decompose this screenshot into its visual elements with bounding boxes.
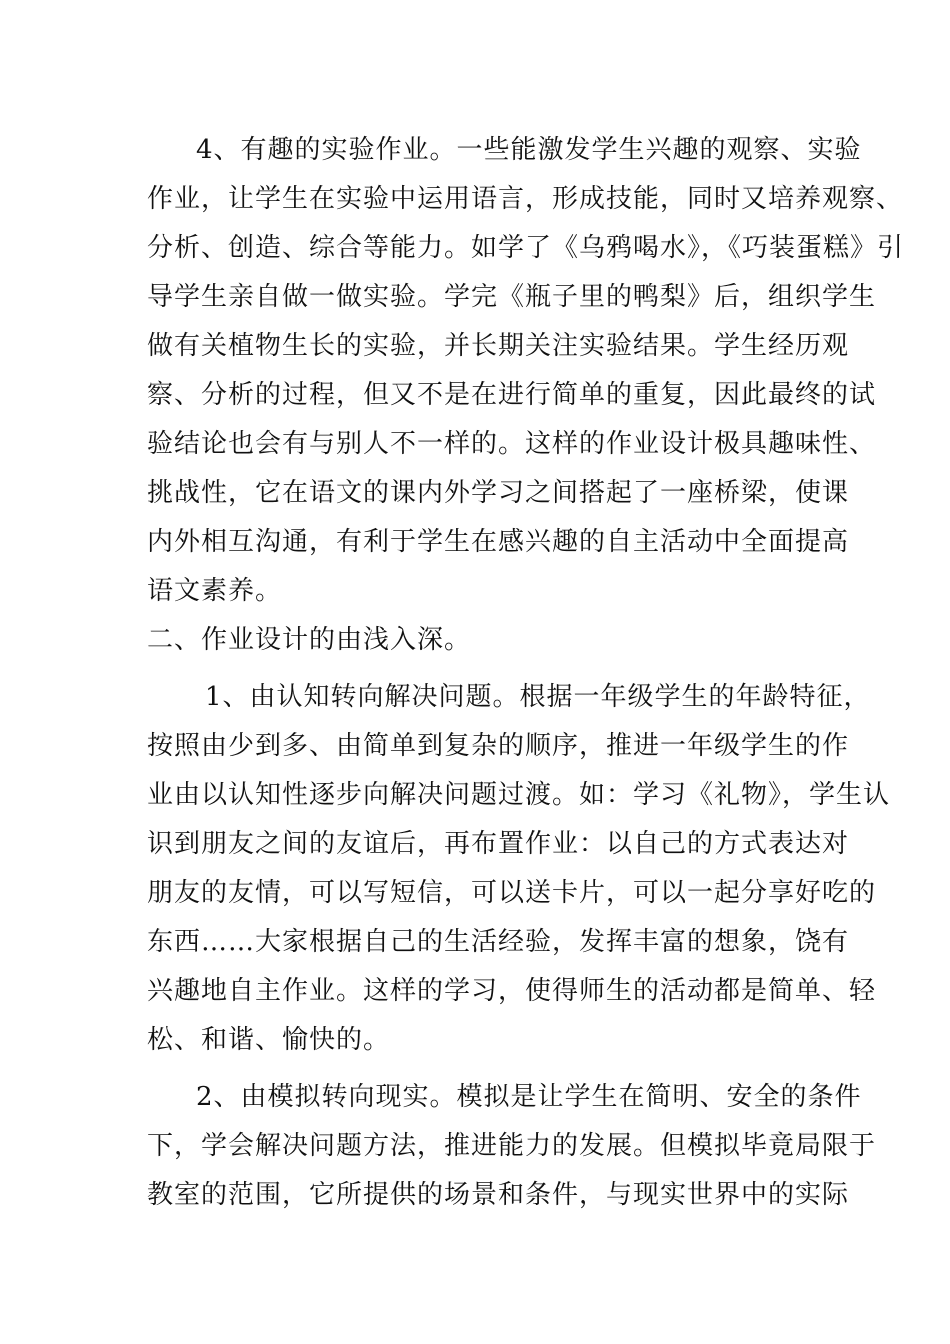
paragraph-line: 察、分析的过程，但又不是在进行简单的重复，因此最终的试 <box>147 380 877 410</box>
paragraph-line: 业由以认知性逐步向解决问题过渡。如：学习《礼物》，学生认 <box>147 780 891 810</box>
section-heading: 二、作业设计的由浅入深。 <box>147 625 472 655</box>
paragraph-line: 兴趣地自主作业。这样的学习，使得师生的活动都是简单、轻 <box>147 976 877 1006</box>
paragraph-line: 导学生亲自做一做实验。学完《瓶子里的鸭梨》后，组织学生 <box>147 282 877 312</box>
paragraph-line: 分析、创造、综合等能力。如学了《乌鸦喝水》，《巧装蛋糕》引 <box>147 233 905 263</box>
paragraph-line: 作业，让学生在实验中运用语言，形成技能，同时又培养观察、 <box>147 184 904 214</box>
paragraph-line: 2、由模拟转向现实。模拟是让学生在简明、安全的条件 <box>196 1082 862 1112</box>
paragraph-line: 1、由认知转向解决问题。根据一年级学生的年龄特征， <box>205 682 871 712</box>
paragraph-line: 4、有趣的实验作业。一些能激发学生兴趣的观察、实验 <box>196 135 862 165</box>
paragraph-line: 挑战性，它在语文的课内外学习之间搭起了一座桥梁，使课 <box>147 478 850 508</box>
paragraph-line: 松、和谐、愉快的。 <box>147 1025 391 1055</box>
paragraph-line: 验结论也会有与别人不一样的。这样的作业设计极具趣味性、 <box>147 429 877 459</box>
paragraph-line: 教室的范围，它所提供的场景和条件，与现实世界中的实际 <box>147 1180 850 1210</box>
paragraph-line: 下，学会解决问题方法，推进能力的发展。但模拟毕竟局限于 <box>147 1131 877 1161</box>
paragraph-line: 按照由少到多、由简单到复杂的顺序，推进一年级学生的作 <box>147 731 850 761</box>
paragraph-line: 朋友的友情，可以写短信，可以送卡片，可以一起分享好吃的 <box>147 878 877 908</box>
paragraph-line: 语文素养。 <box>147 576 283 606</box>
paragraph-line: 做有关植物生长的实验，并长期关注实验结果。学生经历观 <box>147 331 850 361</box>
paragraph-line: 识到朋友之间的友谊后，再布置作业：以自己的方式表达对 <box>147 829 850 859</box>
paragraph-line: 内外相互沟通，有利于学生在感兴趣的自主活动中全面提高 <box>147 527 850 557</box>
paragraph-line: 东西……大家根据自己的生活经验，发挥丰富的想象，饶有 <box>147 927 850 957</box>
